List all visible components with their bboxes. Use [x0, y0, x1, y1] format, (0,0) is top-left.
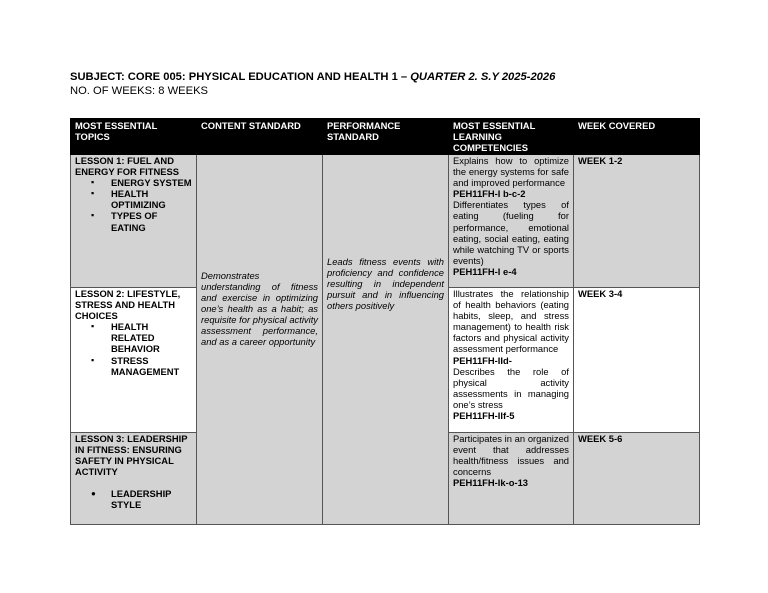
- list-item: ▪ HEALTH OPTIMIZING: [111, 188, 192, 210]
- lesson-title: LESSON 2: LIFESTYLE, STRESS AND HEALTH CHOICES: [75, 288, 181, 322]
- curriculum-table: [70, 118, 700, 525]
- week-cell: WEEK 3-4: [574, 288, 700, 433]
- lesson-title: LESSON 1: FUEL AND ENERGY FOR FITNESS: [75, 155, 180, 178]
- list-item: ▪ ENERGY SYSTEM: [111, 177, 192, 188]
- week-cell: WEEK 5-6: [574, 433, 700, 525]
- table-header-row: [71, 119, 700, 155]
- topic-cell: [71, 433, 197, 525]
- list-item: ▪ TYPES OF EATING: [111, 210, 192, 232]
- list-item: ▪ STRESS MANAGEMENT: [111, 355, 192, 377]
- table-row: [71, 155, 700, 288]
- performance-standard-text: Leads fitness events with proficiency and confidence resulting in independent pursuit and in influencing others positively: [327, 255, 444, 311]
- subject-title: [70, 70, 555, 84]
- competency-code: PEH11FH-Ik-o-13: [453, 477, 529, 489]
- topic-cell: [71, 288, 197, 433]
- competency-text: Participates in an organized event that addresses health/fitness issues and concerns: [453, 433, 569, 478]
- subtopic-list: [75, 321, 192, 376]
- competency-text: Illustrates the relationship of health behaviors (eating habits, sleep, and stress management) to health risk factors and physical activity assessment performance: [453, 288, 569, 355]
- week-cell: WEEK 1-2: [574, 155, 700, 288]
- competency-code: PEH11FH-I b-c-2: [453, 188, 526, 200]
- topic-cell: [71, 155, 197, 288]
- header-topics: MOST ESSENTIAL TOPICS: [71, 119, 197, 155]
- content-standard-text: Demonstrates understanding of fitness and exercise in optimizing one’s health as a habit; as requisite for physical activity assessment performance, and as a career opportunity: [201, 269, 318, 348]
- competency-text: Explains how to optimize the energy systems for safe and improved performance: [453, 155, 569, 189]
- lesson-title: LESSON 3: LEADERSHIP IN FITNESS: ENSURING SAFETY IN PHYSICAL ACTIVITY: [75, 433, 188, 478]
- competency-cell: [449, 433, 574, 525]
- competency-text: Differentiates types of eating (fueling for performance, emotional eating, social eating, eating while watching TV or sports events): [453, 199, 569, 266]
- subject-quarter: QUARTER 2. S.Y 2025-2026: [410, 71, 556, 83]
- competency-text: Describes the role of physical activity assessments in managing one’s stress: [453, 365, 569, 410]
- header-performance-standard: PERFORMANCE STANDARD: [323, 119, 449, 155]
- subject-prefix: SUBJECT: CORE 005: PHYSICAL EDUCATION AND HEALTH 1 –: [70, 71, 411, 83]
- header-week-covered: WEEK COVERED: [574, 119, 700, 155]
- header-content-standard: CONTENT STANDARD: [197, 119, 323, 155]
- document-header: [70, 70, 555, 98]
- subtopic-list: [75, 177, 192, 232]
- weeks-count: NO. OF WEEKS: 8 WEEKS: [70, 85, 209, 97]
- list-item: ● LEADERSHIP STYLE: [111, 488, 192, 510]
- competency-cell: [449, 155, 574, 288]
- competency-code: PEH11FH-IId-: [453, 354, 512, 366]
- list-item: ▪ HEALTH RELATED BEHAVIOR: [111, 321, 192, 354]
- performance-standard-cell: [323, 155, 449, 525]
- competency-cell: [449, 288, 574, 433]
- header-competencies: MOST ESSENTIAL LEARNING COMPETENCIES: [449, 119, 574, 155]
- subtopic-list: [75, 488, 192, 510]
- content-standard-cell: [197, 155, 323, 525]
- competency-code: PEH11FH-IIf-5: [453, 410, 515, 422]
- competency-code: PEH11FH-I e-4: [453, 265, 517, 277]
